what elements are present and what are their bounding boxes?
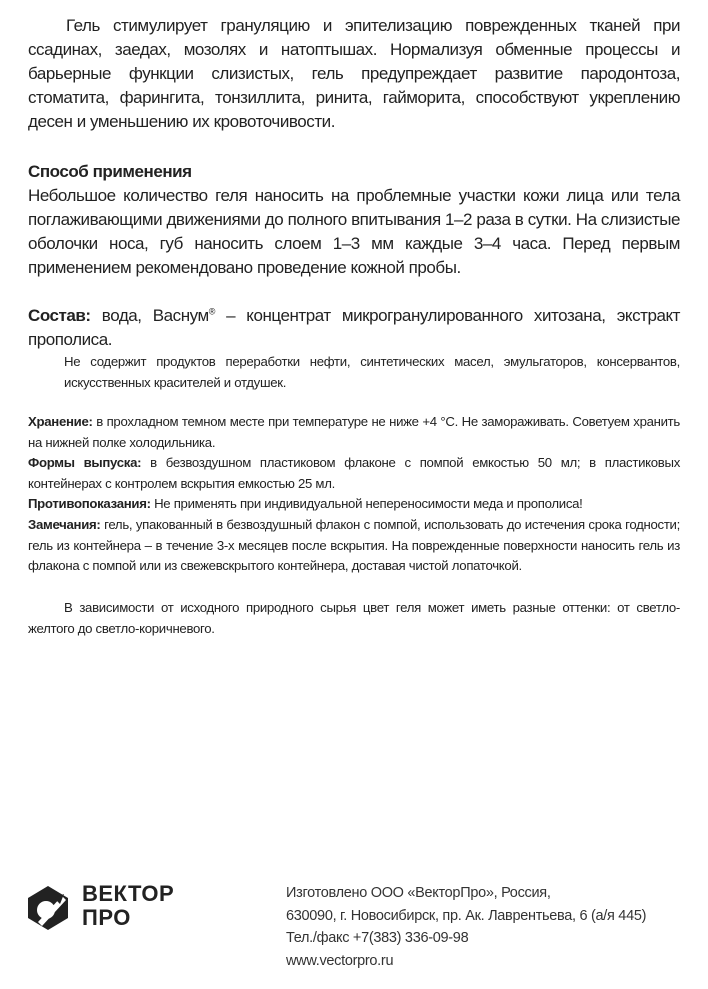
registered-mark: ® [208, 306, 215, 317]
remarks-label: Замечания: [28, 517, 101, 532]
storage-label: Хранение: [28, 414, 93, 429]
manufacturer-phone: Тел./факс +7(383) 336-09-98 [286, 930, 469, 946]
forms-label: Формы выпуска: [28, 455, 142, 470]
logo-line-2: ПРО [82, 905, 131, 930]
forms-text: в безвоздушном пластиковом флаконе с помпой емкостью 50 мл; в пластиковых контейнерах с контролем вскрытия емкостью 25 мл. [28, 455, 680, 491]
storage-paragraph [28, 412, 680, 453]
manufacturer-info [286, 882, 646, 972]
contraindications-text: Не применять при индивидуальной непереносимости меда и прополиса! [150, 496, 583, 511]
manufacturer-address: 630090, г. Новосибирск, пр. Ак. Лаврентьева, 6 (а/я 445) [286, 907, 647, 924]
vector-pro-logo-icon [24, 884, 72, 932]
composition-paragraph [28, 304, 680, 352]
intro-paragraph [28, 14, 680, 134]
usage-heading: Способ применения [28, 162, 192, 181]
manufacturer-name: Изготовлено ООО «ВекторПро», Россия, [286, 885, 551, 901]
remarks-paragraph [28, 515, 680, 577]
storage-text: в прохладном темном месте при температуре не ниже +4 °С. Не замораживать. Советуем хранить на нижней полке холодильника. [28, 414, 680, 450]
company-logo [24, 880, 204, 936]
composition-note [64, 352, 680, 393]
logo-line-1: ВЕКТОР [82, 881, 175, 906]
remarks-text: гель, упакованный в безвоздушный флакон с помпой, использовать до истечения срока годности; гель из контейнера – в течение 3-х месяцев после вскрытия. На поврежденные поверхности наносить гель из флакона с помпой или из свежевскрытого контейнера, доставая чистой лопаточкой. [28, 517, 680, 573]
website-link[interactable]: www.vectorpro.ru [286, 952, 394, 969]
logo-wordmark [82, 882, 174, 930]
forms-paragraph [28, 453, 680, 494]
composition-text-after: – концентрат микрогранулированного хитозана, экстракт прополиса. [28, 306, 681, 349]
usage-paragraph: Небольшое количество геля наносить на проблемные участки кожи лица или тела поглаживающими движениями до полного впитывания 1–2 раза в сутки. На слизистые оболочки носа, губ наносить слоем 1–3 мм каждые 3–4 часа. Перед первым применением рекомендовано проведение кожной пробы. [28, 186, 680, 277]
composition-label: Состав: [28, 306, 91, 325]
intro-text: Гель стимулирует грануляцию и эпителизацию поврежденных тканей при ссадинах, заедах, мозолях и натоптышах. Нормализуя обменные процессы и барьерные функции слизистых, гель предупреждает развитие пародонтоза, стоматита, фарингита, тонзиллита, ринита, гайморита, способствуют укреплению десен и уменьшению их кровоточивости. [28, 16, 680, 131]
color-note-text: В зависимости от исходного природного сырья цвет геля может иметь разные оттенки: от светло-желтого до светло-коричневого. [28, 600, 680, 636]
color-note-paragraph [28, 598, 680, 639]
composition-note-text: Не содержит продуктов переработки нефти, синтетических масел, эмульгаторов, консервантов, искусственных красителей и отдушек. [64, 354, 680, 390]
contraindications-label: Противопоказания: [28, 496, 151, 511]
contraindications-paragraph [28, 494, 680, 515]
composition-text-before: вода, Васнум [90, 306, 209, 325]
